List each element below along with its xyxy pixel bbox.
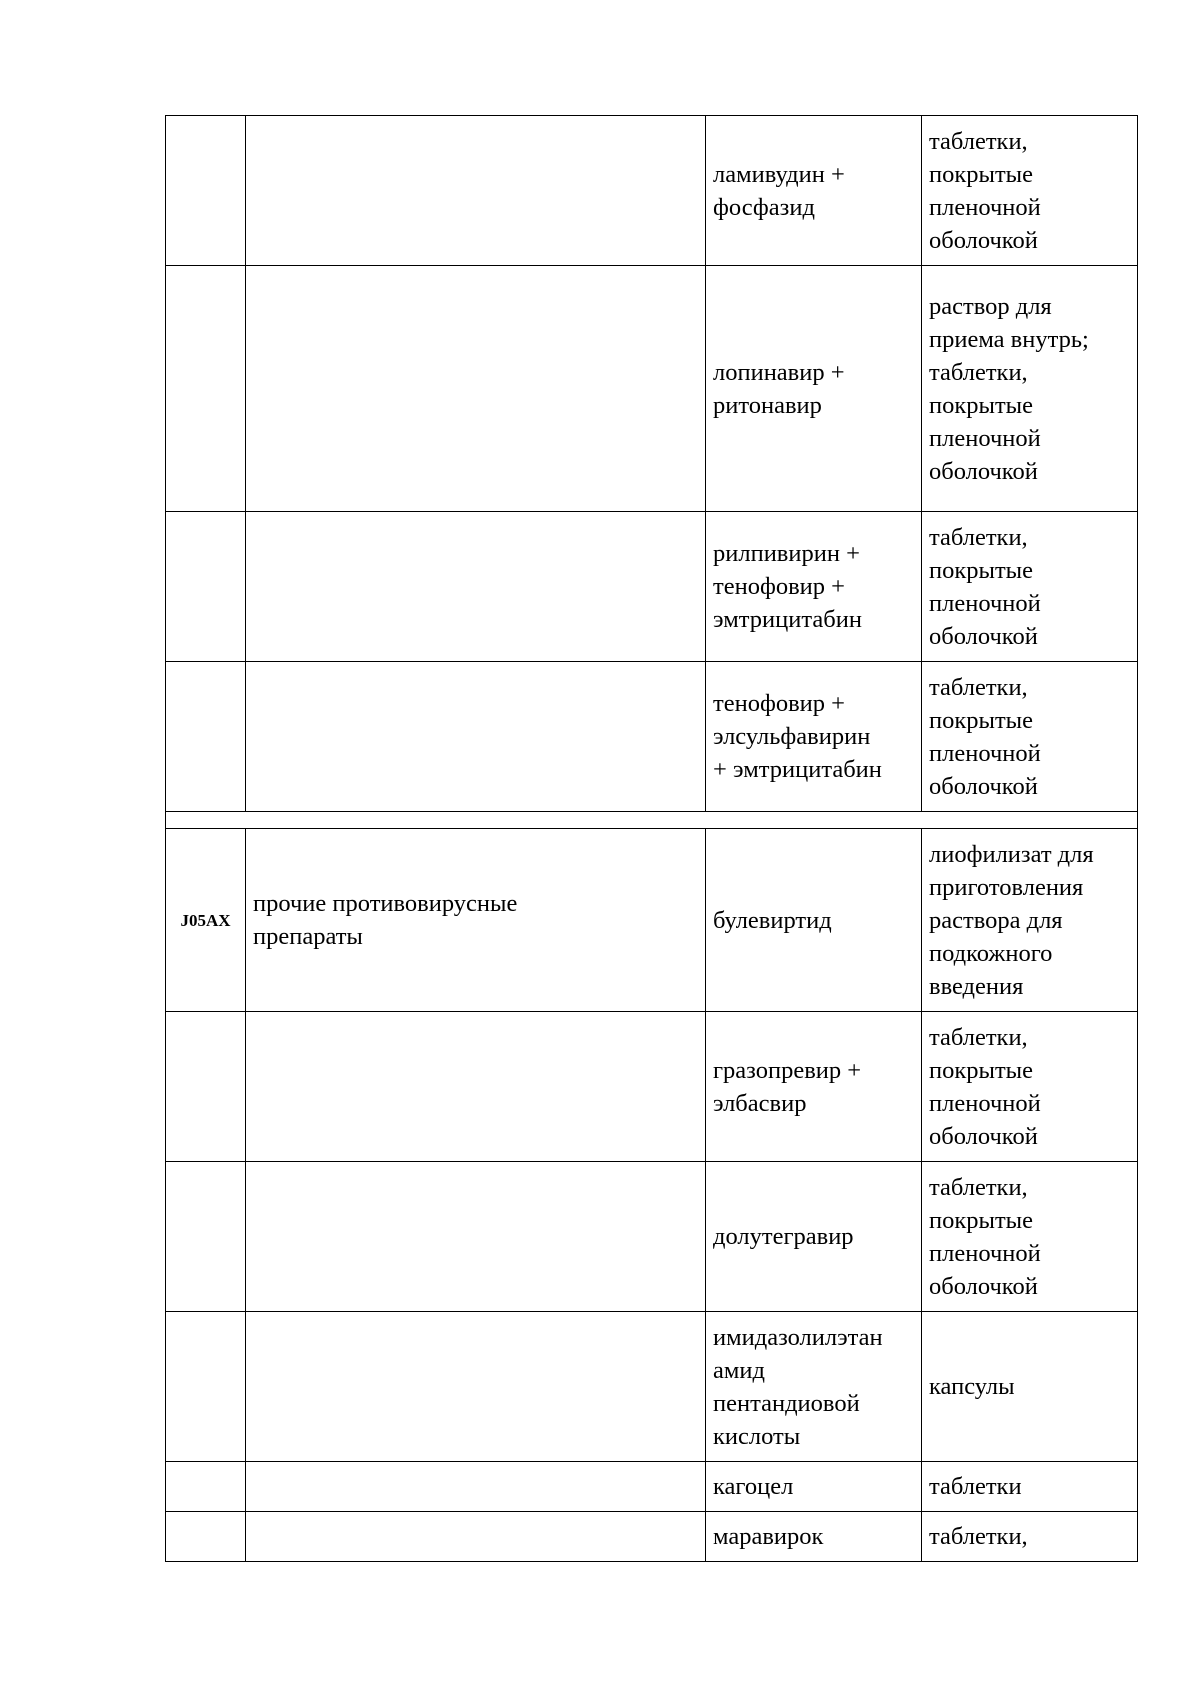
drug-name-cell: кагоцел bbox=[706, 1462, 922, 1512]
group-name-cell bbox=[246, 512, 706, 662]
drug-name-cell: маравирок bbox=[706, 1512, 922, 1562]
dosage-form-cell: капсулы bbox=[922, 1312, 1138, 1462]
table-row bbox=[166, 1162, 1138, 1312]
atc-code-cell bbox=[166, 1312, 246, 1462]
atc-code-cell: J05AX bbox=[166, 829, 246, 1012]
drug-name-cell: лопинавир + ритонавир bbox=[706, 266, 922, 512]
atc-code-cell bbox=[166, 1512, 246, 1562]
drug-name-cell: долутегравир bbox=[706, 1162, 922, 1312]
drug-name-cell: булевиртид bbox=[706, 829, 922, 1012]
atc-code-cell bbox=[166, 1162, 246, 1312]
dosage-form-cell: таблетки, покрытые пленочной оболочкой bbox=[922, 512, 1138, 662]
table-row bbox=[166, 1312, 1138, 1462]
group-name-cell bbox=[246, 662, 706, 812]
table-row bbox=[166, 266, 1138, 512]
group-name-cell bbox=[246, 1512, 706, 1562]
drug-name-cell: имидазолилэтан амид пентандиовой кислоты bbox=[706, 1312, 922, 1462]
table-row bbox=[166, 1512, 1138, 1562]
group-name-cell bbox=[246, 116, 706, 266]
group-name-cell: прочие противовирусные препараты bbox=[246, 829, 706, 1012]
spacer-cell bbox=[166, 812, 1138, 829]
group-name-cell bbox=[246, 1012, 706, 1162]
dosage-form-cell: таблетки, покрытые пленочной оболочкой bbox=[922, 662, 1138, 812]
atc-code-cell bbox=[166, 512, 246, 662]
table-row bbox=[166, 1012, 1138, 1162]
drug-name-cell: рилпивирин + тенофовир + эмтрицитабин bbox=[706, 512, 922, 662]
drug-table bbox=[165, 115, 1138, 1562]
atc-code-cell bbox=[166, 662, 246, 812]
atc-code-cell bbox=[166, 116, 246, 266]
group-name-cell bbox=[246, 1462, 706, 1512]
dosage-form-cell: таблетки, покрытые пленочной оболочкой bbox=[922, 116, 1138, 266]
drug-name-cell: ламивудин + фосфазид bbox=[706, 116, 922, 266]
table-row bbox=[166, 512, 1138, 662]
table-row bbox=[166, 1462, 1138, 1512]
group-name-cell bbox=[246, 1312, 706, 1462]
atc-code-cell bbox=[166, 266, 246, 512]
table-row bbox=[166, 116, 1138, 266]
dosage-form-cell: таблетки, покрытые пленочной оболочкой bbox=[922, 1012, 1138, 1162]
dosage-form-cell: таблетки, bbox=[922, 1512, 1138, 1562]
atc-code-cell bbox=[166, 1012, 246, 1162]
drug-name-cell: тенофовир + элсульфавирин + эмтрицитабин bbox=[706, 662, 922, 812]
atc-code-cell bbox=[166, 1462, 246, 1512]
group-name-cell bbox=[246, 1162, 706, 1312]
dosage-form-cell: раствор для приема внутрь; таблетки, покрытые пленочной оболочкой bbox=[922, 266, 1138, 512]
group-name-cell bbox=[246, 266, 706, 512]
dosage-form-cell: таблетки, покрытые пленочной оболочкой bbox=[922, 1162, 1138, 1312]
drug-name-cell: гразопревир + элбасвир bbox=[706, 1012, 922, 1162]
table-spacer-row bbox=[166, 812, 1138, 829]
table-row bbox=[166, 829, 1138, 1012]
table-row bbox=[166, 662, 1138, 812]
dosage-form-cell: таблетки bbox=[922, 1462, 1138, 1512]
dosage-form-cell: лиофилизат для приготовления раствора для подкожного введения bbox=[922, 829, 1138, 1012]
